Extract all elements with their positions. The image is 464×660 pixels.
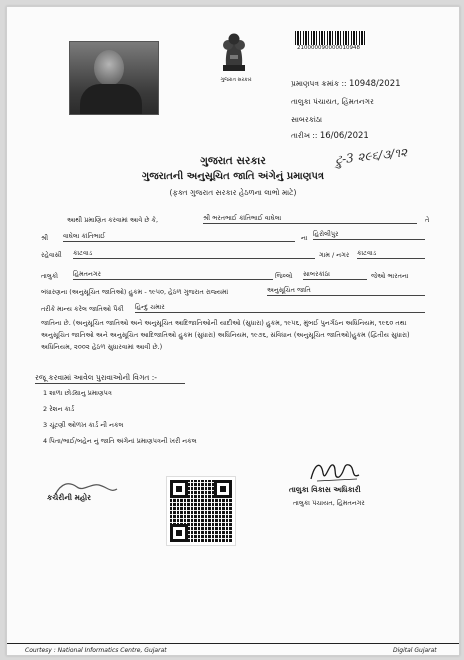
issue-date-row: તારીખ :: 16/06/2021 bbox=[291, 131, 369, 141]
prefix-shri: શ્રી bbox=[41, 234, 49, 242]
photo-body bbox=[80, 84, 142, 115]
barcode bbox=[295, 31, 367, 45]
title-certificate: ગુજરાતની અનુસૂચિત જાતિ અંગેનું પ્રમાણપત્ર bbox=[141, 171, 325, 182]
footer-courtesy: Courtesy : National Informatics Centre, Gujarat bbox=[25, 647, 167, 654]
title-government: ગુજરાત સરકાર bbox=[200, 155, 266, 167]
village-label: ગામ / નગર bbox=[319, 251, 350, 259]
issuing-office: તાલુકા પંચાયત, હિંમતનગર bbox=[291, 97, 374, 106]
village-town-value: કાટવાડ bbox=[357, 249, 377, 257]
document-item: 3 ચૂંટણી ઓળખ કાર્ડ ની નકલ bbox=[43, 421, 124, 429]
qr-code bbox=[167, 477, 235, 545]
state-text: જેઓ ભારતના bbox=[371, 272, 409, 280]
son-of-label: ના bbox=[301, 234, 308, 242]
barcode-number: 210000090000010948 bbox=[297, 45, 360, 51]
emblem-caption: ગુજરાત સરકાર bbox=[220, 77, 252, 83]
caste-line-prefix: તરીકે માન્ય કરેલ જાતિઓ પૈકી bbox=[41, 305, 124, 313]
certificate-page bbox=[6, 6, 460, 656]
state-emblem-icon bbox=[217, 29, 251, 75]
caste-class: અનુસૂચિત જાતિ bbox=[267, 286, 311, 294]
handwritten-note: ટ્રુ-3 ૨૯૬/૩/૧૨ bbox=[334, 145, 408, 167]
caste-value: હિન્દુ ચમાર bbox=[135, 303, 165, 311]
certificate-number-value: 10948/2021 bbox=[348, 79, 401, 89]
issue-date-value: 16/06/2021 bbox=[319, 131, 369, 141]
resident-label: રહેવાસી bbox=[41, 251, 62, 259]
applicant-name: શ્રી ભરતભાઈ કાંતિભાઈ વાઘેલા bbox=[203, 214, 282, 222]
officer-signature bbox=[307, 459, 363, 485]
officer-title: તાલુકા વિકાસ અધિકારી bbox=[289, 485, 361, 494]
footer-rule bbox=[7, 643, 459, 644]
qr-corner bbox=[170, 524, 188, 542]
footer-brand: Digital Gujarat bbox=[393, 647, 437, 654]
issuing-district: સાબરકાંઠા bbox=[291, 115, 323, 124]
district-field bbox=[303, 269, 367, 280]
village-town-field bbox=[357, 248, 425, 259]
documents-heading: રજૂ કરવામાં આવેલ પુરાવાઓની વિગત :- bbox=[35, 373, 158, 382]
intro-end: તે bbox=[425, 216, 430, 224]
taluka-label: તાલુકો bbox=[41, 272, 59, 280]
legal-paragraph: જાતિના છે. (અનુસૂચિત જાતિઓ અને અનુસૂચિત આદિજાતિઓની યાદીઓ (સુધારા) હુકમ, ૧૯૫૬, મુંબઈ પુનર્ગઠન અધિનિયમ, ૧૯૬૦ તથા અનુસૂચિત જાતિઓ અને અનુસૂચિત આદિજાતિઓ હુકમ (સુધારા) અધિનિયમ, ૧૯૭૬, સંવિધાન (અનુસૂચિત જાતિઓ)હુકમ (દ્વિતીય સુધારા) અધિનિયમ, ૨૦૦૨ હેઠળ સુધારવામાં આવી છે.) bbox=[41, 319, 410, 351]
resident-field bbox=[73, 248, 315, 259]
resident-value: કાટવાડ bbox=[73, 249, 93, 257]
certificate-number-label: પ્રમાણપત્ર ક્રમાંક bbox=[291, 79, 340, 88]
applicant-name-field bbox=[203, 213, 417, 224]
document-item: 4 પિતા/ભાઈ/બહેન નું જાતિ અંગેનાં પ્રમાણપત્રની ખરી નકલ bbox=[43, 437, 197, 445]
village-name: હિરોલીપુર bbox=[313, 230, 339, 238]
photo-head bbox=[94, 50, 124, 86]
document-item: 2 રેશન કાર્ડ bbox=[43, 405, 75, 413]
caste-class-field bbox=[267, 285, 425, 296]
title-subtitle: (ફક્ત ગુજરાત સરકાર હેઠળના લાભો માટે) bbox=[169, 188, 297, 197]
officer-office: તાલુકા પંચાયત, હિંમતનગર bbox=[293, 499, 365, 507]
schedule-text: બંધારણના (અનુસૂચિત જાતિઓ) હુકમ - ૧૯૫૦, હેઠળ ગુજરાત રાજ્યમાં bbox=[41, 288, 229, 296]
district-value: સાબરકાંઠા bbox=[303, 270, 330, 278]
issue-date-label: તારીખ bbox=[291, 131, 310, 140]
father-name-field bbox=[63, 231, 295, 242]
stamp-label: કચેરીની મહોર bbox=[47, 493, 92, 502]
taluka-field bbox=[73, 269, 273, 280]
district-label: જિલ્લો bbox=[275, 272, 293, 280]
village-field bbox=[313, 229, 425, 240]
document-item: 1 શાળા છોડ્યાનુ પ્રમાણપત્ર bbox=[43, 389, 112, 397]
certificate-number-row: પ્રમાણપત્ર ક્રમાંક :: 10948/2021 bbox=[291, 79, 401, 89]
qr-corner bbox=[170, 480, 188, 498]
taluka-value: હિંમતનગર bbox=[73, 270, 101, 278]
documents-heading-rule bbox=[35, 383, 185, 384]
qr-corner bbox=[214, 480, 232, 498]
father-name: વાઘેલા કાંતિભાઈ bbox=[63, 232, 106, 240]
caste-field bbox=[135, 302, 425, 313]
applicant-photo bbox=[69, 41, 159, 115]
intro-text: આથી પ્રમાણિત કરવામાં આવે છે કે, bbox=[67, 216, 159, 224]
